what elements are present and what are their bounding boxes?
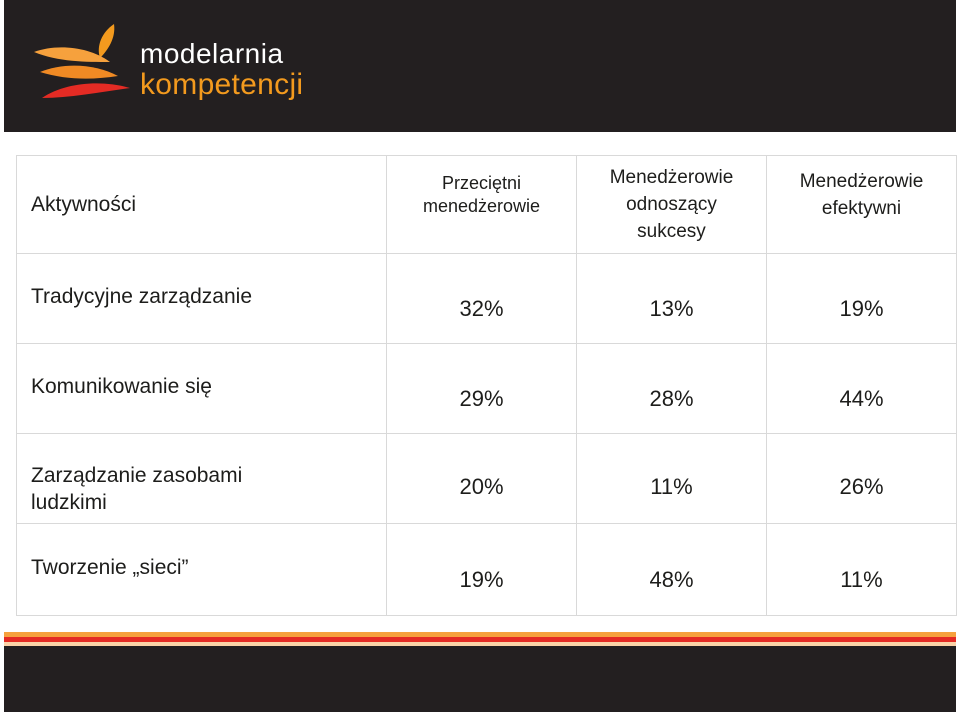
header-average-managers-text: Przeciętni menedżerowie [422,172,541,216]
table-cell [577,254,767,344]
header-effective-managers [767,156,957,254]
table-cell [387,434,577,524]
header-average-managers [387,156,577,254]
logo-wordmark [140,40,303,100]
activity-table [16,155,957,616]
row-label [17,524,387,616]
cell-value: 11% [840,566,883,592]
cell-value: 19% [839,295,884,321]
cell-value: 11% [650,473,693,499]
table-cell [387,254,577,344]
row-label-text: Zarządzanie zasobami ludzkimi [31,463,243,514]
table-row [17,344,957,434]
cell-value: 48% [649,566,694,592]
table-header-row [17,156,957,254]
table-cell [387,524,577,616]
table-cell [577,434,767,524]
header-successful-managers [577,156,767,254]
row-label [17,434,387,524]
table-row [17,434,957,524]
logo-line-modelarnia: modelarnia [140,38,284,69]
cell-value: 29% [459,385,504,411]
footer-stripes [4,632,956,646]
row-label-text: Tworzenie „sieci” [31,555,189,579]
header-bar [4,0,956,132]
row-label [17,344,387,434]
header-effective-managers-text: Menedżerowie efektywni [799,170,924,219]
table-cell [577,344,767,434]
cell-value: 20% [459,473,504,499]
activity-table-container [16,155,956,615]
table-cell [767,254,957,344]
row-label [17,254,387,344]
footer-bar [4,646,956,712]
row-label-text: Komunikowanie się [31,374,212,398]
table-cell [767,344,957,434]
header-successful-managers-text: Menedżerowie odnoszący sukcesy [609,167,734,242]
cell-value: 44% [839,385,884,411]
logo-line-kompetencji: kompetencji [140,68,304,101]
flame-leaf-logo-icon [26,18,136,108]
table-cell [767,434,957,524]
table-cell [767,524,957,616]
header-activity: Aktywności [17,156,387,254]
cell-value: 28% [649,385,694,411]
row-label-text: Tradycyjne zarządzanie [31,284,252,308]
cell-value: 19% [459,566,504,592]
table-row [17,524,957,616]
cell-value: 26% [839,473,884,499]
cell-value: 32% [459,295,504,321]
cell-value: 13% [649,295,694,321]
table-row [17,254,957,344]
table-cell [577,524,767,616]
table-cell [387,344,577,434]
